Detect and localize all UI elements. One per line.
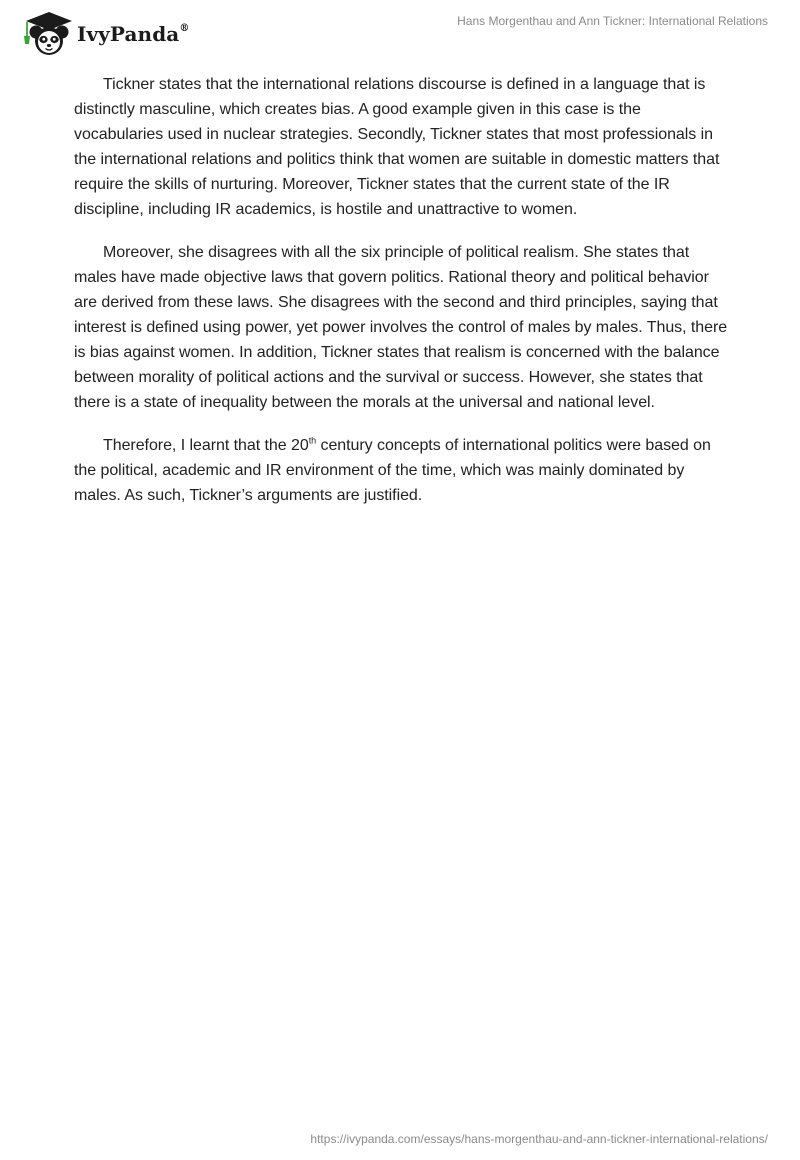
paragraph-3-end: century concepts of international politics were based on the political, academic and IR environment of the time, which was mainly dominated by males. As such, Tickner’s arguments are justified.: [74, 437, 711, 504]
source-url[interactable]: https://ivypanda.com/essays/hans-morgenthau-and-ann-tickner-international-relations/: [310, 1132, 768, 1146]
ordinal-suffix: th: [308, 435, 317, 446]
panda-graduation-cap-icon: [14, 8, 76, 58]
running-title: Hans Morgenthau and Ann Tickner: International Relations: [457, 14, 768, 28]
paragraph-1: Tickner states that the international relations discourse is defined in a language that is distinctly masculine, which creates bias. A good example given in this case is the vocabularies used in nuclear strategies. Secondly, Tickner states that most professionals in the international relations and politics think that women are suitable in domestic matters that require the skills of nurturing. Moreover, Tickner states that the current state of the IR discipline, including IR academics, is hostile and unattractive to women.: [74, 76, 720, 218]
paragraph-3: [74, 433, 730, 508]
registered-mark: ®: [179, 23, 190, 35]
essay-body: [74, 72, 730, 526]
paragraph-3-start: Therefore, I learnt that the 20: [103, 437, 309, 454]
paragraph-2: Moreover, she disagrees with all the six principle of political realism. She states that males have made objective laws that govern politics. Rational theory and political behavior are derived from these laws. She disagrees with the second and third principles, saying that interest is defined using power, yet power involves the control of males by males. Thus, there is bias against women. In addition, Tickner states that realism is concerned with the balance between morality of political actions and the survival or success. However, she states that there is a state of inequality between the morals at the universal and national level.: [74, 244, 728, 411]
ivypanda-logo[interactable]: [14, 8, 189, 58]
page-header: [0, 0, 800, 60]
logo-name: IvyPanda: [77, 22, 180, 46]
logo-wordmark: [77, 22, 189, 46]
